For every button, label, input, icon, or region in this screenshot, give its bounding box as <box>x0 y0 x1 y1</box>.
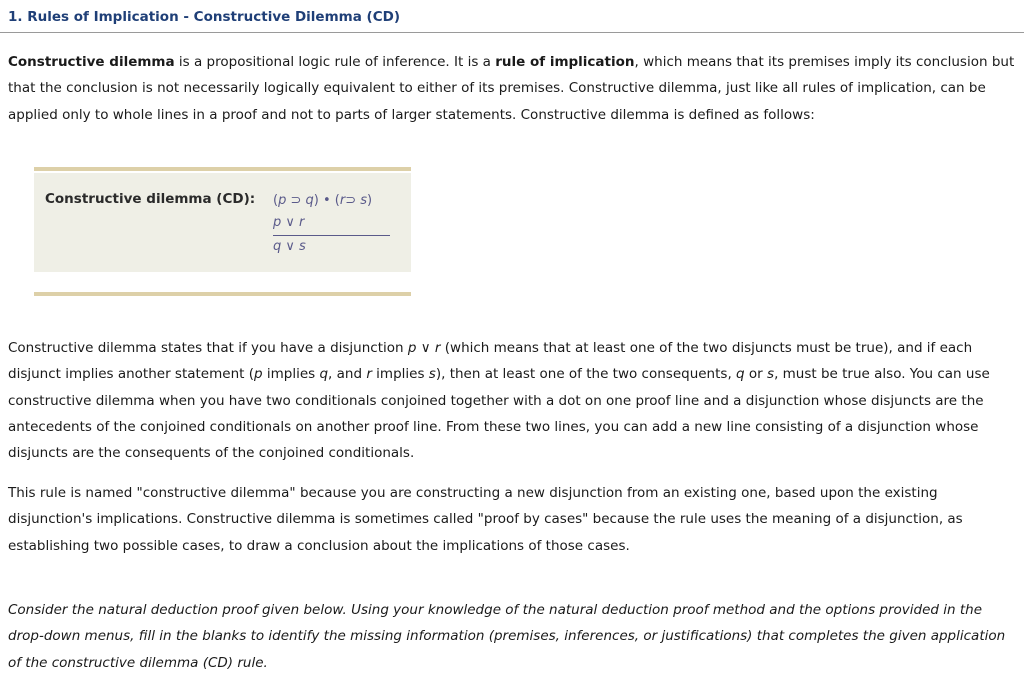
intro-text-a: is a propositional logic rule of inference. It is a <box>174 54 496 70</box>
definition-box <box>34 173 411 272</box>
definition-label: Constructive dilemma (CD): <box>45 191 256 207</box>
intro-text-b: , which means that its premises imply its conclusion but that the conclusion is not necessarily logically equivalent to either of its premises. Constructive dilemma, just like all rules of implication, can be applied only to whole lines in a proof and not to parts of larger statements. Constructive dilemma is defined as follows: <box>8 54 1015 123</box>
premise-conjoined-conditionals: (p ⊃ q) • (r⊃ s) <box>273 193 373 208</box>
term-constructive-dilemma: Constructive dilemma <box>8 54 175 70</box>
definition-bottom-bar <box>34 292 411 296</box>
explanation-paragraph: Constructive dilemma states that if you have a disjunction p ∨ r (which means that at least one of the two disjuncts must be true), and if each disjunct implies another statement (p implies q, and r implies s), then at least one of the two consequents, q or s, must be true also. You can use constructive dilemma when you have two conditionals conjoined together with a dot on one proof line and a disjunction whose disjuncts are the antecedents of the conjoined conditionals on another proof line. From these two lines, you can add a new line consisting of a disjunction whose disjuncts are the consequents of the conjoined conditionals. <box>8 340 990 462</box>
definition-top-bar <box>34 167 411 171</box>
section-title: 1. Rules of Implication - Constructive Dilemma (CD) <box>8 9 400 25</box>
conclusion-disjunction: q ∨ s <box>273 239 306 254</box>
title-divider <box>0 32 1024 33</box>
conclusion-line <box>273 235 390 236</box>
premise-disjunction: p ∨ r <box>273 215 305 230</box>
naming-paragraph: This rule is named "constructive dilemma" because you are constructing a new disjunction from an existing one, based upon the existing disjunction's implications. Constructive dilemma is sometimes called "proof by cases" because the rule uses the meaning of a disjunction, as establishing two possible cases, to draw a conclusion about the implications of those cases. <box>8 485 963 554</box>
instructions-paragraph: Consider the natural deduction proof given below. Using your knowledge of the natural deduction proof method and the options provided in the drop-down menus, fill in the blanks to identify the missing information (premises, inferences, or justifications) that completes the given application of the constructive dilemma (CD) rule. <box>8 602 1006 671</box>
intro-paragraph <box>8 49 1016 128</box>
term-rule-of-implication: rule of implication <box>495 54 635 70</box>
